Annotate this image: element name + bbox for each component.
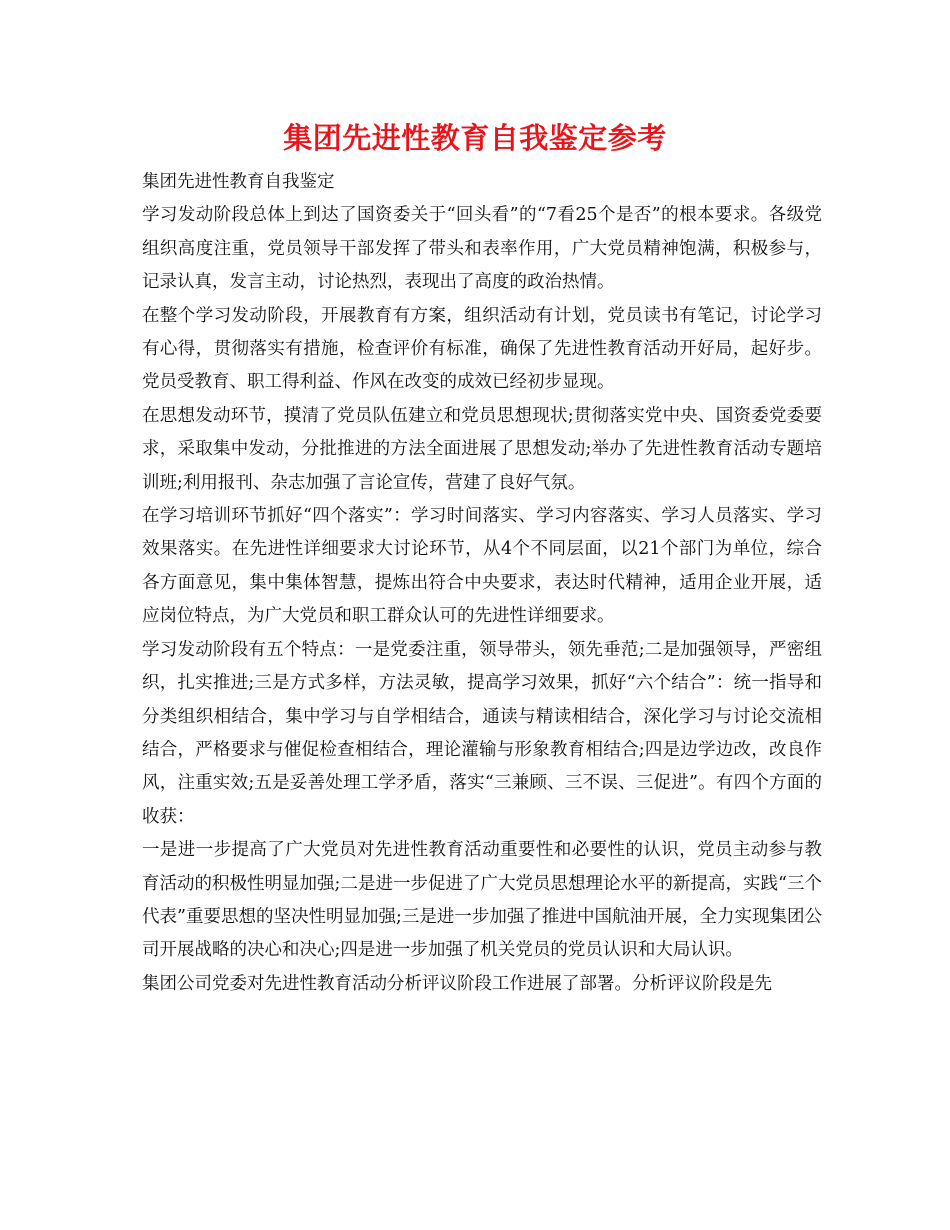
document-title: 集团先进性教育自我鉴定参考 [283,121,667,155]
paragraph: 集团公司党委对先进性教育活动分析评议阶段工作进展了部署。分析评议阶段是先 [142,973,772,994]
paragraph-subtitle: 集团先进性教育自我鉴定 [142,172,335,192]
paragraph: 在思想发动环节，摸清了党员队伍建立和党员思想现状;贯彻落实党中央、国资委党委要求，采取集中发动，分批推进的方法全面进展了思想发动;举办了先进性教育活动专题培训班;利用报刊、杂志加强了言论宣传，营建了良好气氛。 [142,405,822,493]
paragraph: 在整个学习发动阶段，开展教育有方案，组织活动有计划，党员读书有笔记，讨论学习有心得，贯彻落实有措施，检查评价有标准，确保了先进性教育活动开好局，起好步。党员受教育、职工得利益、作风在改变的成效已经初步显现。 [142,305,822,393]
paragraph: 一是进一步提高了广大党员对先进性教育活动重要性和必要性的认识，党员主动参与教育活动的积极性明显加强;二是进一步促进了广大党员思想理论水平的新提高，实践“三个代表”重要思想的坚决性明显加强;三是进一步加强了推进中国航油开展，全力实现集团公司开展战略的决心和决心;四是进一步加强了机关党员的党员认识和大局认识。 [142,840,822,961]
paragraph: 在学习培训环节抓好“四个落实”：学习时间落实、学习内容落实、学习人员落实、学习效果落实。在先进性详细要求大讨论环节，从4个不同层面，以21个部门为单位，综合各方面意见，集中集体智慧，提炼出符合中央要求，表达时代精神，适用企业开展，适应岗位特点，为广大党员和职工群众认可的先进性详细要求。 [142,506,822,627]
document-body [142,166,822,1001]
paragraph: 学习发动阶段有五个特点：一是党委注重，领导带头，领先垂范;二是加强领导，严密组织，扎实推进;三是方式多样，方法灵敏，提高学习效果，抓好“六个结合”：统一指导和分类组织相结合，集中学习与自学相结合，通读与精读相结合，深化学习与讨论交流相结合，严格要求与催促检查相结合，理论灌输与形象教育相结合;四是边学边改，改良作风，注重实效;五是妥善处理工学矛盾，落实“三兼顾、三不误、三促进”。有四个方面的收获： [142,639,822,827]
paragraph: 学习发动阶段总体上到达了国资委关于“回头看”的“7看25个是否”的根本要求。各级党组织高度注重，党员领导干部发挥了带头和表率作用，广大党员精神饱满，积极参与，记录认真，发言主动，讨论热烈，表现出了高度的政治热情。 [142,205,822,293]
